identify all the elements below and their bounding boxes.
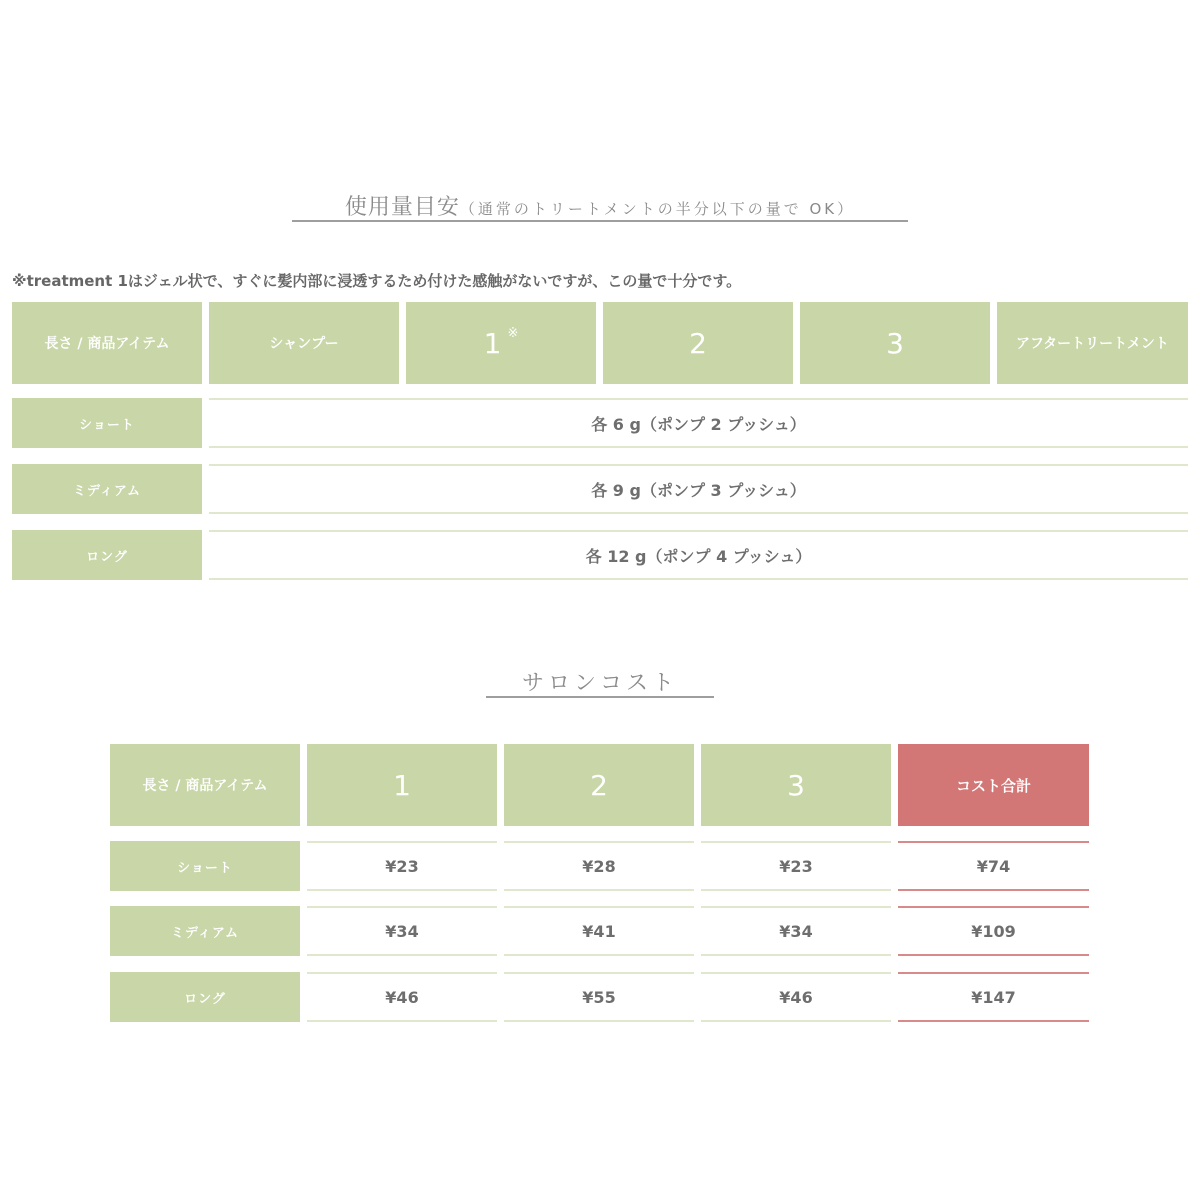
cost-cell-medium-total: ¥109 xyxy=(898,906,1089,956)
cost-cell-long-1: ¥46 xyxy=(307,972,497,1022)
usage-header-1-label: 1 xyxy=(483,326,502,360)
usage-header-3: 3 xyxy=(800,302,990,384)
cost-row-label-short: ショート xyxy=(110,841,300,891)
cost-header-3: 3 xyxy=(701,744,891,826)
cost-title-main: サロンコスト xyxy=(521,671,678,696)
usage-header-shampoo: シャンプー xyxy=(209,302,399,384)
cost-cell-medium-2: ¥41 xyxy=(504,906,694,956)
cost-cell-long-total: ¥147 xyxy=(898,972,1089,1022)
cost-title-underline xyxy=(486,696,714,698)
usage-note: ※treatment 1はジェル状で、すぐに髪内部に浸透するため付けた感触がないですが、この量で十分です。 xyxy=(12,272,742,290)
cost-cell-medium-1: ¥34 xyxy=(307,906,497,956)
cost-header-1: 1 xyxy=(307,744,497,826)
usage-title-sub: （通常のトリートメントの半分以下の量で OK） xyxy=(459,200,856,218)
cost-row-label-long: ロング xyxy=(110,972,300,1022)
usage-header-length: 長さ / 商品アイテム xyxy=(12,302,202,384)
cost-cell-long-3: ¥46 xyxy=(701,972,891,1022)
cost-cell-short-3: ¥23 xyxy=(701,841,891,891)
usage-row-value-medium: 各 9 g（ポンプ 3 プッシュ） xyxy=(209,464,1188,514)
cost-cell-short-total: ¥74 xyxy=(898,841,1089,891)
usage-row-label-short: ショート xyxy=(12,398,202,448)
usage-row-label-long: ロング xyxy=(12,530,202,580)
usage-header-after-treatment: アフタートリートメント xyxy=(997,302,1188,384)
usage-title-underline xyxy=(292,220,908,222)
cost-header-2: 2 xyxy=(504,744,694,826)
usage-header-1 xyxy=(406,302,596,384)
usage-header-2: 2 xyxy=(603,302,793,384)
usage-row-value-short: 各 6 g（ポンプ 2 プッシュ） xyxy=(209,398,1188,448)
cost-cell-short-1: ¥23 xyxy=(307,841,497,891)
usage-title-main: 使用量目安 xyxy=(344,195,460,220)
cost-cell-medium-3: ¥34 xyxy=(701,906,891,956)
usage-title xyxy=(292,190,908,221)
cost-header-total: コスト合計 xyxy=(898,744,1089,826)
cost-cell-long-2: ¥55 xyxy=(504,972,694,1022)
usage-row-value-long: 各 12 g（ポンプ 4 プッシュ） xyxy=(209,530,1188,580)
cost-cell-short-2: ¥28 xyxy=(504,841,694,891)
usage-header-1-mark: ※ xyxy=(507,325,519,341)
usage-row-label-medium: ミディアム xyxy=(12,464,202,514)
cost-header-length: 長さ / 商品アイテム xyxy=(110,744,300,826)
cost-title xyxy=(486,666,714,697)
cost-row-label-medium: ミディアム xyxy=(110,906,300,956)
